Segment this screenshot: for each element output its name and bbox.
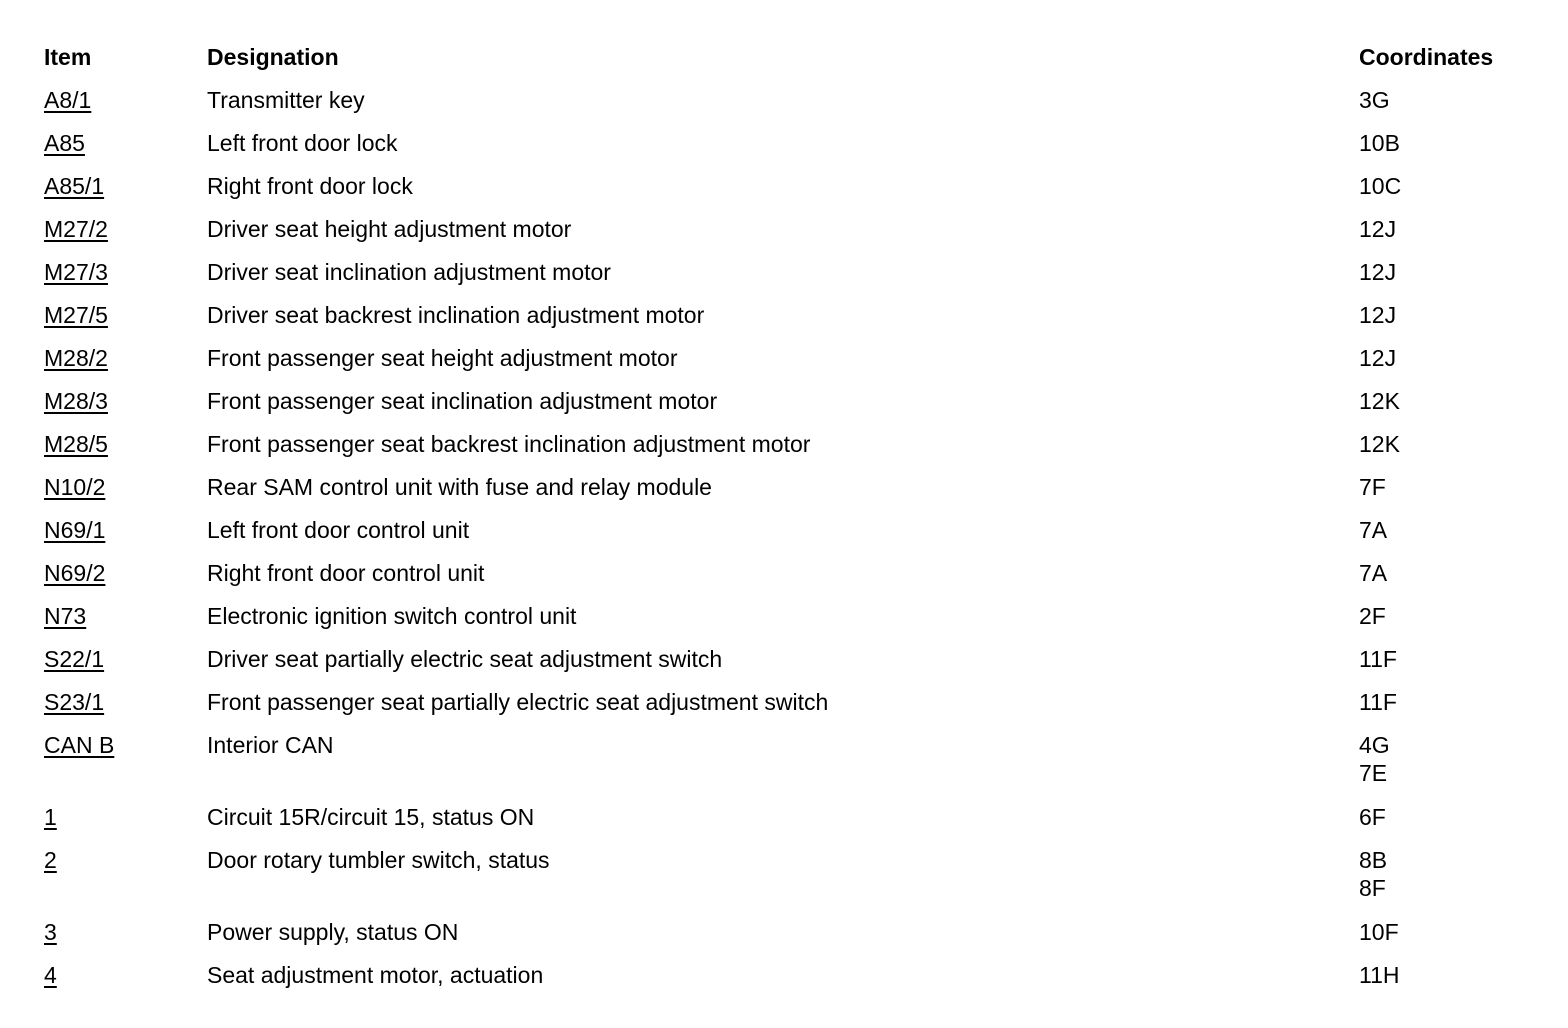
item-link[interactable]: A8/1 (44, 87, 92, 113)
table-row (44, 845, 1524, 917)
coordinate-value: 12J (1359, 216, 1397, 242)
coordinates-cell (1359, 344, 1524, 372)
designation-cell: Electronic ignition switch control unit (207, 603, 577, 629)
coordinate-value: 7F (1359, 474, 1386, 500)
coordinate-value: 8F (1359, 875, 1386, 901)
designation-cell: Front passenger seat inclination adjustment motor (207, 388, 718, 414)
item-cell (44, 645, 207, 673)
table-row (44, 558, 1524, 601)
coordinates-cell (1359, 516, 1524, 544)
table-row (44, 644, 1524, 687)
item-cell (44, 301, 207, 329)
table-row (44, 515, 1524, 558)
item-link[interactable]: N69/2 (44, 560, 106, 586)
coordinate-value: 7A (1359, 560, 1388, 586)
item-link[interactable]: 1 (44, 804, 57, 830)
coordinate-value: 7A (1359, 517, 1388, 543)
table-row (44, 429, 1524, 472)
item-cell (44, 559, 207, 587)
coordinates-cell (1359, 430, 1524, 458)
item-cell (44, 803, 207, 831)
item-link[interactable]: N73 (44, 603, 87, 629)
item-link[interactable]: M27/2 (44, 216, 108, 242)
item-link[interactable]: S23/1 (44, 689, 105, 715)
table-row (44, 917, 1524, 960)
coordinate-value: 12J (1359, 302, 1397, 328)
item-cell (44, 918, 207, 946)
coordinate-value: 10C (1359, 173, 1402, 199)
coordinate-value: 4G (1359, 732, 1390, 758)
item-column-header: Item (44, 44, 92, 70)
designation-cell: Left front door control unit (207, 517, 470, 543)
table-body (44, 85, 1524, 1003)
item-link[interactable]: M27/5 (44, 302, 108, 328)
coordinates-cell (1359, 473, 1524, 501)
coordinates-cell (1359, 961, 1524, 989)
coordinate-value: 10B (1359, 130, 1400, 156)
coordinate-value: 12K (1359, 388, 1400, 414)
table-row (44, 214, 1524, 257)
coordinates-cell (1359, 688, 1524, 716)
coordinates-cell (1359, 172, 1524, 200)
item-link[interactable]: N69/1 (44, 517, 106, 543)
designation-cell: Rear SAM control unit with fuse and relay module (207, 474, 712, 500)
item-link[interactable]: S22/1 (44, 646, 105, 672)
designation-cell: Front passenger seat partially electric seat adjustment switch (207, 689, 829, 715)
coordinate-value: 3G (1359, 87, 1390, 113)
table-row (44, 960, 1524, 1003)
item-cell (44, 86, 207, 114)
item-cell (44, 129, 207, 157)
table-row (44, 343, 1524, 386)
table-row (44, 128, 1524, 171)
coordinate-value: 12J (1359, 345, 1397, 371)
designation-cell: Right front door lock (207, 173, 413, 199)
designation-cell: Driver seat height adjustment motor (207, 216, 572, 242)
item-link[interactable]: 4 (44, 962, 57, 988)
table-row (44, 730, 1524, 802)
coordinates-cell (1359, 846, 1524, 902)
coordinate-value: 11F (1359, 646, 1397, 672)
item-cell (44, 430, 207, 458)
coordinates-column-header: Coordinates (1359, 44, 1494, 70)
designation-column-header: Designation (207, 44, 339, 70)
designation-cell: Driver seat inclination adjustment motor (207, 259, 611, 285)
designation-cell: Power supply, status ON (207, 919, 459, 945)
designation-cell: Driver seat partially electric seat adjustment switch (207, 646, 723, 672)
coordinates-cell (1359, 731, 1524, 787)
table-row (44, 300, 1524, 343)
item-link[interactable]: 2 (44, 847, 57, 873)
coordinate-value: 2F (1359, 603, 1386, 629)
table-row (44, 171, 1524, 214)
item-link[interactable]: A85/1 (44, 173, 105, 199)
item-link[interactable]: 3 (44, 919, 57, 945)
table-header-row (44, 40, 1524, 85)
coordinate-value: 12K (1359, 431, 1400, 457)
item-link[interactable]: CAN B (44, 732, 115, 758)
item-cell (44, 473, 207, 501)
item-link[interactable]: M28/3 (44, 388, 108, 414)
designation-cell: Door rotary tumbler switch, status (207, 847, 550, 873)
item-cell (44, 602, 207, 630)
component-legend-table (44, 40, 1524, 1003)
item-link[interactable]: M28/5 (44, 431, 108, 457)
item-link[interactable]: M27/3 (44, 259, 108, 285)
coordinates-cell (1359, 86, 1524, 114)
item-cell (44, 961, 207, 989)
coordinates-cell (1359, 803, 1524, 831)
item-cell (44, 258, 207, 286)
designation-cell: Interior CAN (207, 732, 334, 758)
item-link[interactable]: M28/2 (44, 345, 108, 371)
item-cell (44, 215, 207, 243)
coordinates-cell (1359, 215, 1524, 243)
designation-cell: Driver seat backrest inclination adjustment motor (207, 302, 705, 328)
table-row (44, 386, 1524, 429)
coordinate-value: 7E (1359, 760, 1388, 786)
coordinates-cell (1359, 602, 1524, 630)
item-cell (44, 172, 207, 200)
item-cell (44, 688, 207, 716)
table-row (44, 472, 1524, 515)
coordinates-cell (1359, 918, 1524, 946)
item-cell (44, 731, 207, 759)
coordinates-cell (1359, 387, 1524, 415)
coordinates-cell (1359, 129, 1524, 157)
item-cell (44, 387, 207, 415)
coordinate-value: 11F (1359, 689, 1397, 715)
designation-cell: Right front door control unit (207, 560, 485, 586)
coordinate-value: 8B (1359, 847, 1388, 873)
coordinate-value: 11H (1359, 962, 1400, 988)
coordinate-value: 12J (1359, 259, 1397, 285)
table-row (44, 802, 1524, 845)
coordinate-value: 6F (1359, 804, 1386, 830)
coordinate-value: 10F (1359, 919, 1399, 945)
item-cell (44, 516, 207, 544)
table-row (44, 601, 1524, 644)
designation-cell: Transmitter key (207, 87, 365, 113)
coordinates-cell (1359, 559, 1524, 587)
item-cell (44, 846, 207, 874)
item-cell (44, 344, 207, 372)
designation-cell: Circuit 15R/circuit 15, status ON (207, 804, 535, 830)
table-row (44, 85, 1524, 128)
coordinates-cell (1359, 258, 1524, 286)
coordinates-cell (1359, 301, 1524, 329)
designation-cell: Left front door lock (207, 130, 398, 156)
item-link[interactable]: A85 (44, 130, 85, 156)
coordinates-cell (1359, 645, 1524, 673)
designation-cell: Seat adjustment motor, actuation (207, 962, 544, 988)
designation-cell: Front passenger seat height adjustment motor (207, 345, 678, 371)
designation-cell: Front passenger seat backrest inclination adjustment motor (207, 431, 811, 457)
table-row (44, 257, 1524, 300)
table-row (44, 687, 1524, 730)
item-link[interactable]: N10/2 (44, 474, 106, 500)
